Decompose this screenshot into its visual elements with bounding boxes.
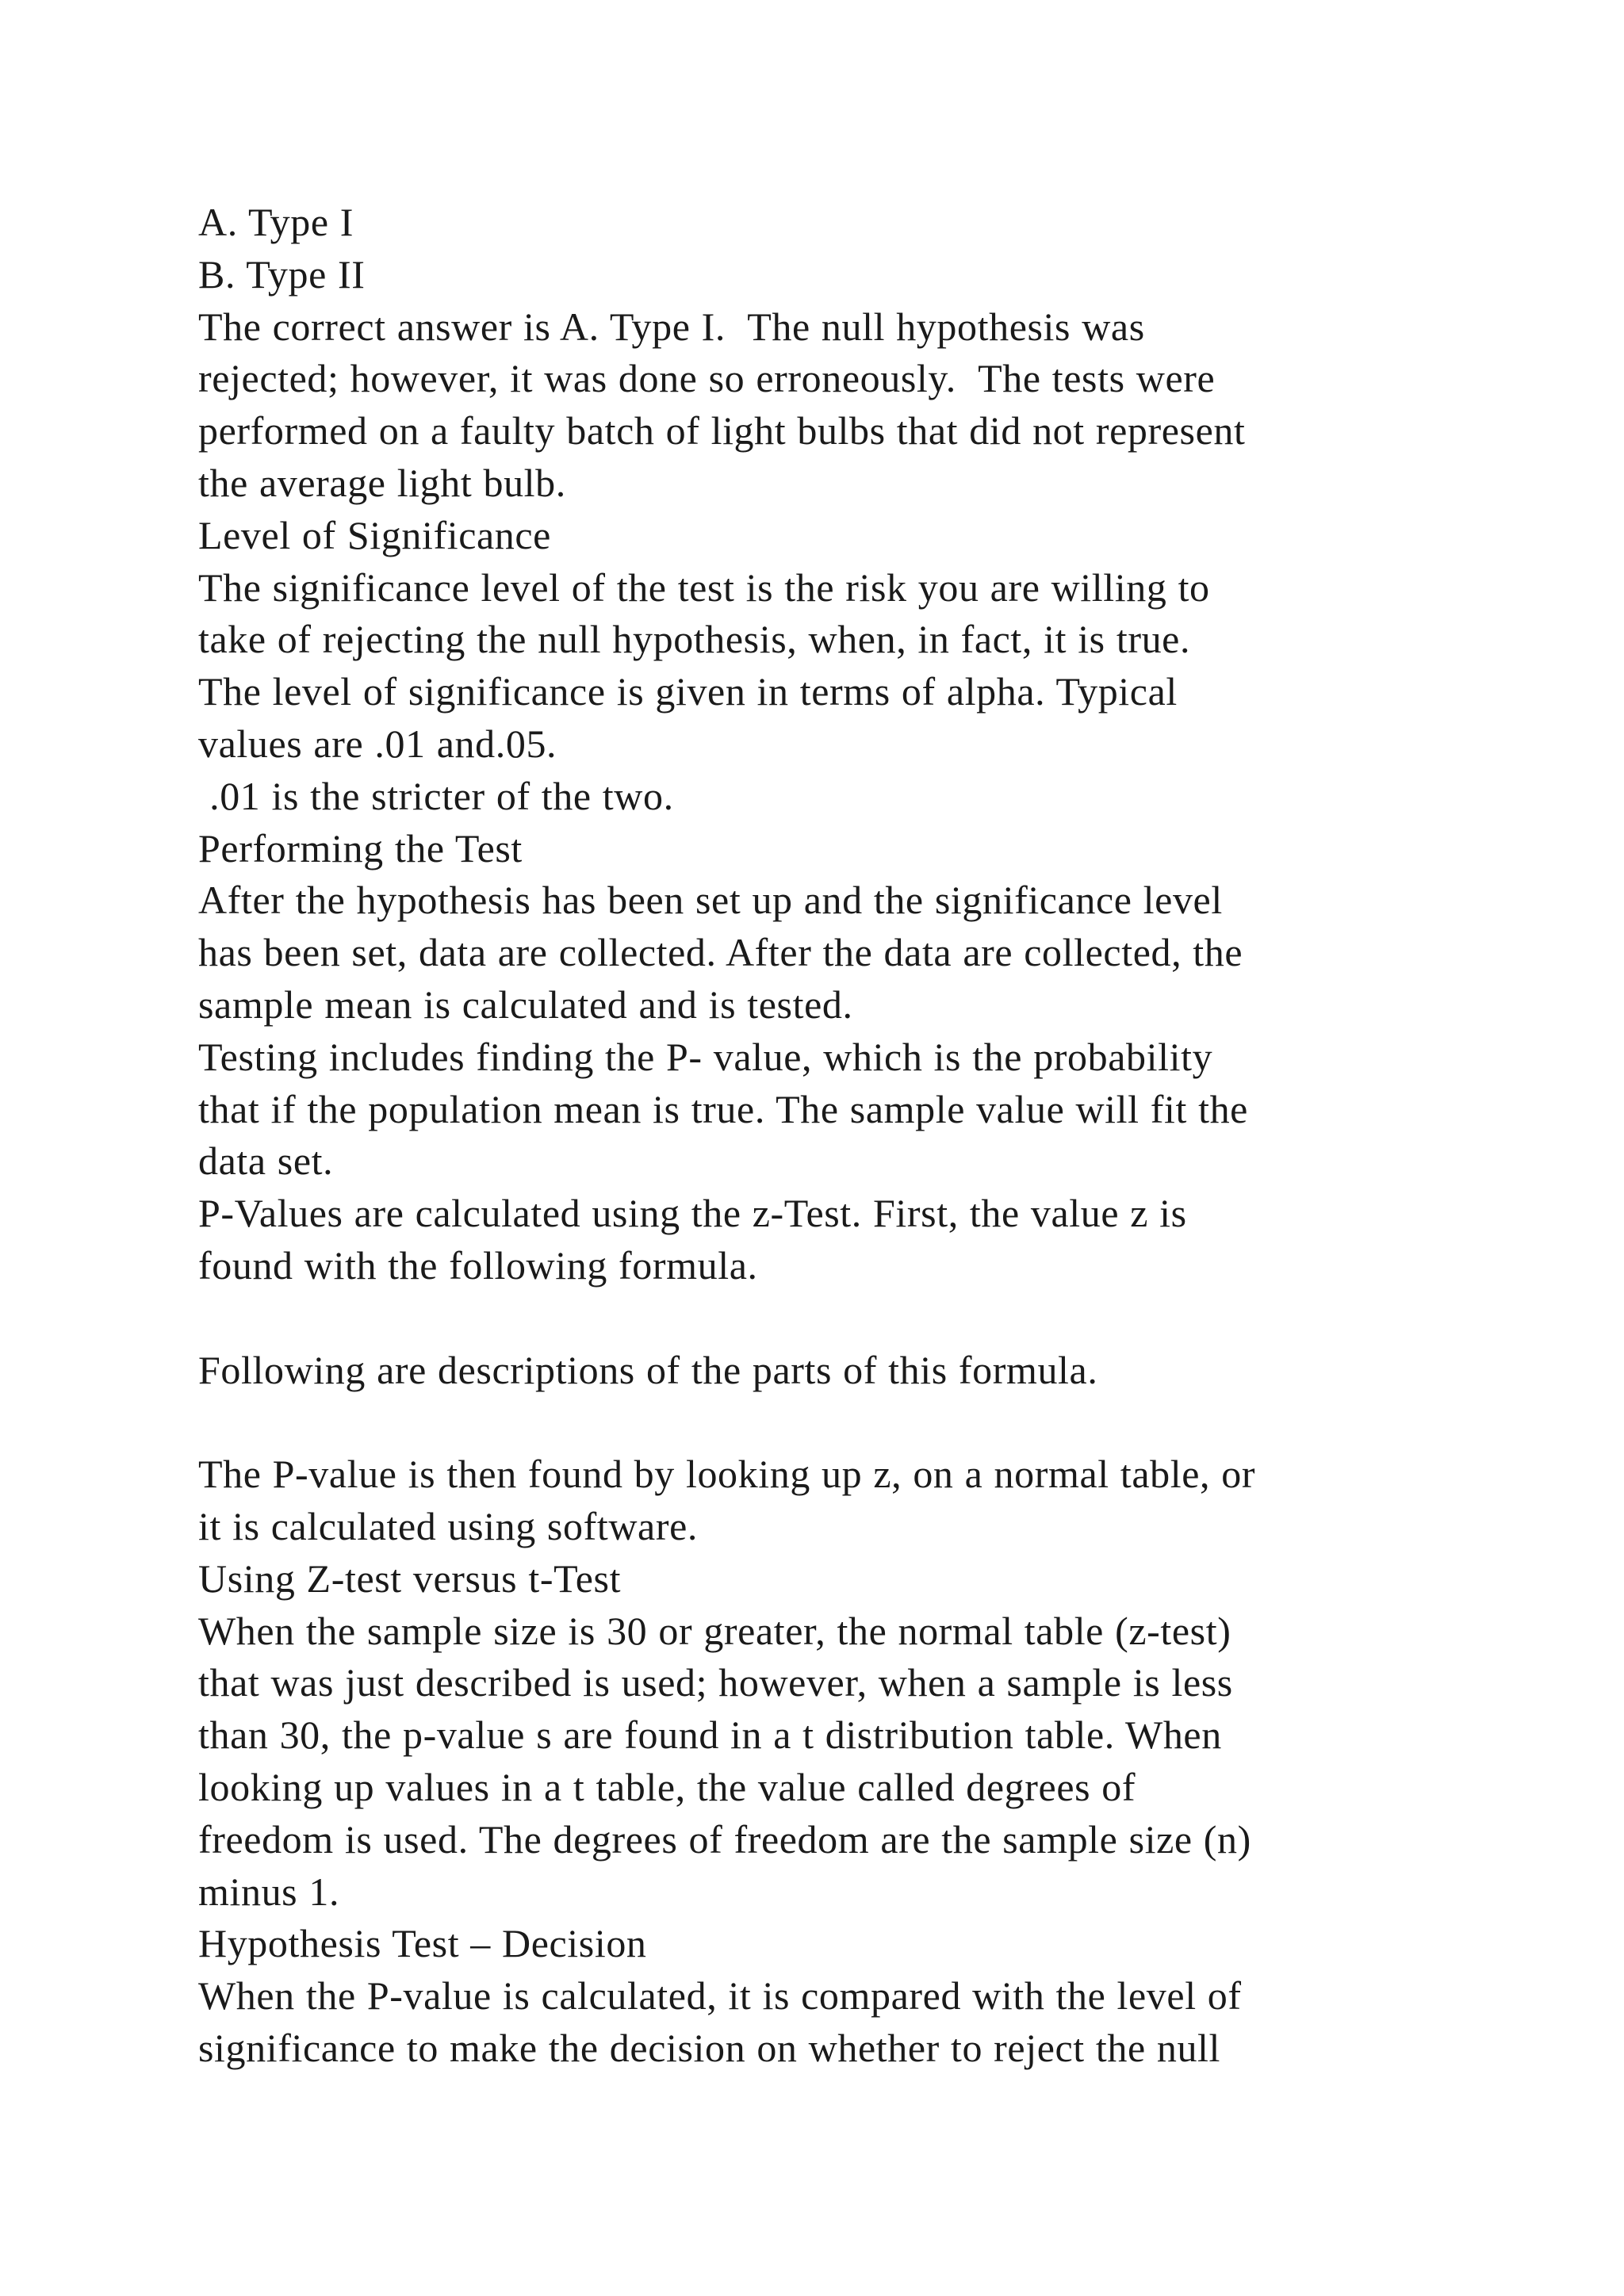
blank-line: [198, 1396, 1507, 1448]
section-heading: Hypothesis Test – Decision: [198, 1921, 647, 1966]
text-line: When the P-value is calculated, it is compared with the level of: [198, 1973, 1242, 2019]
text-line: has been set, data are collected. After the data are collected, the: [198, 930, 1243, 975]
text-line: A. Type I: [198, 200, 354, 244]
text-line: take of rejecting the null hypothesis, when, in fact, it is true.: [198, 617, 1191, 662]
document-body: [198, 197, 1507, 2075]
text-line: Following are descriptions of the parts of this formula.: [198, 1347, 1098, 1392]
text-line: rejected; however, it was done so erroneously. The tests were: [198, 356, 1216, 401]
text-line: than 30, the p-value s are found in a t distribution table. When: [198, 1712, 1222, 1758]
text-line: B. Type II: [198, 251, 366, 297]
section-heading: Performing the Test: [198, 825, 523, 871]
text-line: P-Values are calculated using the z-Test. First, the value z is: [198, 1191, 1187, 1236]
text-line: significance to make the decision on whether to reject the null: [198, 2025, 1221, 2070]
text-line: looking up values in a t table, the value called degrees of: [198, 1764, 1136, 1809]
text-line: When the sample size is 30 or greater, the normal table (z-test): [198, 1608, 1231, 1653]
text-line: found with the following formula.: [198, 1242, 758, 1288]
text-line: The significance level of the test is the risk you are willing to: [198, 564, 1210, 610]
text-line: The correct answer is A. Type I. The null hypothesis was: [198, 304, 1145, 349]
section-heading: Using Z-test versus t-Test: [198, 1556, 622, 1601]
text-line: data set.: [198, 1138, 334, 1184]
text-line: that was just described is used; however, when a sample is less: [198, 1660, 1233, 1705]
text-line: performed on a faulty batch of light bulbs that did not represent: [198, 408, 1246, 453]
text-line: the average light bulb.: [198, 460, 566, 505]
text-line: freedom is used. The degrees of freedom are the sample size (n): [198, 1816, 1251, 1862]
text-line: minus 1.: [198, 1869, 340, 1914]
section-heading: Level of Significance: [198, 512, 551, 557]
text-line: After the hypothesis has been set up and the significance level: [198, 878, 1223, 923]
text-line: it is calculated using software.: [198, 1503, 698, 1548]
blank-line: [198, 1292, 1507, 1345]
text-line: .01 is the stricter of the two.: [198, 773, 674, 818]
text-line: The level of significance is given in terms of alpha. Typical: [198, 669, 1178, 714]
text-line: Testing includes finding the P- value, which is the probability: [198, 1034, 1213, 1079]
text-line: that if the population mean is true. The sample value will fit the: [198, 1086, 1248, 1131]
text-line: values are .01 and.05.: [198, 721, 557, 766]
text-line: sample mean is calculated and is tested.: [198, 982, 853, 1027]
text-line: The P-value is then found by looking up z, on a normal table, or: [198, 1452, 1256, 1497]
